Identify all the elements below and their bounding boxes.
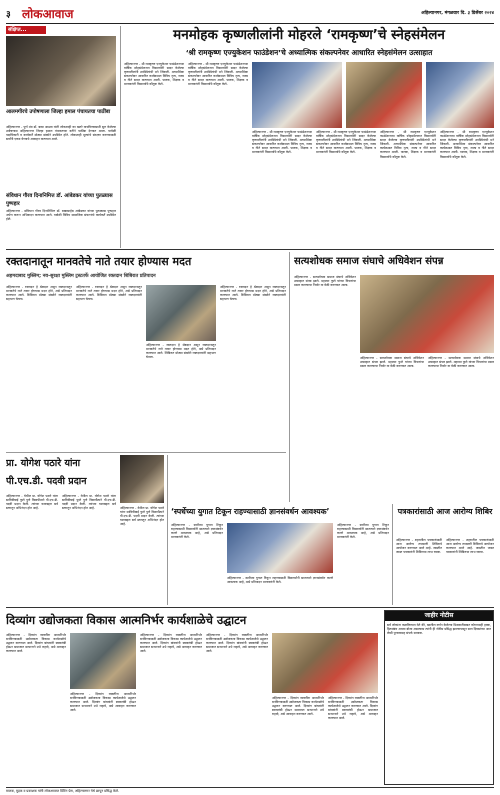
masthead — [6, 4, 494, 24]
brief2-title: संविधान गौरव दिनानिमित्त डॉ. आंबेडकर यांच्या पुतळ्यास पुष्पहार — [6, 193, 113, 207]
brief-photo — [6, 36, 116, 106]
story7-photo-2 — [272, 633, 378, 693]
story6-body-col2: अहिल्यानगर - शहरातील पत्रकारांसाठी आज आरोग्य तपासणी शिबिराचे आयोजन करण्यात आले आहे. जास्तीत जास्त पत्रकारांनी शिबिराचा लाभ घ्यावा. — [446, 538, 494, 555]
story2-body-col2: अहिल्यानगर - रक्तदान हे श्रेष्ठदान असून रक्तदानातून मानवतेचे नाते तयार होण्यास मदत होते, असे प्रतिपादन करण्यात आले. शिबिरात मोठ्या संख्येने रक्तदात्यांनी सहभाग घेतला. — [76, 285, 142, 302]
page-number: ३ — [6, 10, 11, 20]
story2-body-col4: अहिल्यानगर - रक्तदान हे श्रेष्ठदान असून रक्तदानातून मानवतेचे नाते तयार होण्यास मदत होते, असे प्रतिपादन करण्यात आले. शिबिरात मोठ्या संख्येने रक्तदात्यांनी सहभाग घेतला. — [220, 285, 286, 302]
story5-headline: ‘स्पर्धेच्या युगात टिकून राहण्यासाठी ज्ञानसंवर्धन आवश्यक’ — [171, 507, 330, 516]
story7-headline: दिव्यांग उद्योजकता विकास आत्मनिर्भर कार्यशाळेचे उद्घाटन — [6, 613, 247, 627]
story7-body-col3: अहिल्यानगर - दिव्यांग व्यक्तींना आत्मनिर्भर बनविण्यासाठी उद्योजकता विकास कार्यशाळेचे उद्घाटन करण्यात आले. दिव्यांग बांधवांनी स्वावलंबी होऊन समाजात सन्मानाने उभे राहावे, असे आवाहन करण्यात आले. — [140, 633, 202, 654]
lead-photo-2 — [346, 62, 422, 128]
notice-header: जाहीर नोटीस — [385, 611, 493, 621]
story4-body-col2: अहिल्यानगर - येथील प्रा. योगेश पठारे यांना सावित्रीबाई फुले पुणे विद्यापीठाने पी.एच.डी. पदवी प्रदान केली. त्यांच्या यशाबद्दल सर्व स्तरातून अभिनंदन होत आहे. — [62, 494, 116, 511]
edition-line: अहिल्यानगर, मंगळवार दि. ३ डिसेंबर २०२४ — [421, 11, 494, 16]
story2-headline: रक्तदानातून मानवतेचे नाते तयार होण्यास मदत — [6, 255, 192, 268]
story7-body-col1: अहिल्यानगर - दिव्यांग व्यक्तींना आत्मनिर्भर बनविण्यासाठी उद्योजकता विकास कार्यशाळेचे उद्घाटन करण्यात आले. दिव्यांग बांधवांनी स्वावलंबी होऊन समाजात सन्मानाने उभे राहावे, असे आवाहन करण्यात आले. — [6, 633, 66, 654]
lead-body-col1: अहिल्यानगर - श्री रामकृष्ण एज्युकेशन फाउंडेशनच्या वार्षिक स्नेहसंमेलनात विद्यार्थ्यांनी सादर केलेल्या कृष्णलीलांनी उपस्थितांची मने जिंकली. अध्यात्मिक संकल्पनेवर आधारित कार्यक्रमात विविध नृत्य, नाट्य व गीते सादर करण्यात आली. पालक, शिक्षक व मान्यवरांनी विद्यार्थ्यांचे कौतुक केले. — [124, 62, 184, 87]
lead-body-col5: अहिल्यानगर - श्री रामकृष्ण एज्युकेशन फाउंडेशनच्या वार्षिक स्नेहसंमेलनात विद्यार्थ्यांनी सादर केलेल्या कृष्णलीलांनी उपस्थितांची मने जिंकली. अध्यात्मिक संकल्पनेवर आधारित कार्यक्रमात विविध नृत्य, नाट्य व गीते सादर करण्यात आली. पालक, शिक्षक व मान्यवरांनी विद्यार्थ्यांचे कौतुक केले. — [380, 130, 436, 159]
story4-headline: प्रा. योगेश पठारे यांना पी.एच.डी. पदवी प्रदान — [6, 458, 87, 487]
story5-photo — [227, 523, 333, 573]
story2-body-col3: अहिल्यानगर - रक्तदान हे श्रेष्ठदान असून रक्तदानातून मानवतेचे नाते तयार होण्यास मदत होते, असे प्रतिपादन करण्यात आले. शिबिरात मोठ्या संख्येने रक्तदात्यांनी सहभाग घेतला. — [146, 343, 216, 360]
notice-body: सर्व लोकांना कळविण्यात येते की, खालील वर्णन केलेल्या मिळकतीबाबत कोणाचाही हक्क, हितसंबंध अथवा बोजा असल्यास त्यांनी ही नोटीस प्रसिद्ध झाल्यापासून सात दिवसांच्या आत लेखी पुराव्यासह संपर्क साधावा. — [387, 623, 491, 636]
lead-photo-1 — [252, 62, 342, 128]
story3-body-col2: अहिल्यानगर - सत्यशोधक समाज संघाचे अधिवेशन उत्साहात संपन्न झाले. महात्मा फुले यांच्या विचारांचा प्रसार करण्याचा निर्धार या वेळी करण्यात आला. — [360, 356, 424, 369]
footer: मालक, मुद्रक व प्रकाशक यांनी लोकआवाज प्रिंटिंग प्रेस, अहिल्यानगर येथे छापून प्रसिद्ध केले. — [6, 787, 494, 794]
lead-body-col3: अहिल्यानगर - श्री रामकृष्ण एज्युकेशन फाउंडेशनच्या वार्षिक स्नेहसंमेलनात विद्यार्थ्यांनी सादर केलेल्या कृष्णलीलांनी उपस्थितांची मने जिंकली. अध्यात्मिक संकल्पनेवर आधारित कार्यक्रमात विविध नृत्य, नाट्य व गीते सादर करण्यात आली. पालक, शिक्षक व मान्यवरांनी विद्यार्थ्यांचे कौतुक केले. — [252, 130, 312, 155]
story7-photo-1 — [70, 633, 136, 689]
story2-photo — [146, 285, 216, 341]
masthead-logo: लोकआवाज — [22, 7, 74, 21]
story2-body-col1: अहिल्यानगर - रक्तदान हे श्रेष्ठदान असून रक्तदानातून मानवतेचे नाते तयार होण्यास मदत होते, असे प्रतिपादन करण्यात आले. शिबिरात मोठ्या संख्येने रक्तदात्यांनी सहभाग घेतला. — [6, 285, 72, 302]
story4-body-col1: अहिल्यानगर - येथील प्रा. योगेश पठारे यांना सावित्रीबाई फुले पुणे विद्यापीठाने पी.एच.डी. पदवी प्रदान केली. त्यांच्या यशाबद्दल सर्व स्तरातून अभिनंदन होत आहे. — [6, 494, 58, 511]
notice-box — [384, 610, 494, 785]
brief-label: संक्षिप्त... — [6, 26, 46, 34]
lead-body-col2: अहिल्यानगर - श्री रामकृष्ण एज्युकेशन फाउंडेशनच्या वार्षिक स्नेहसंमेलनात विद्यार्थ्यांनी सादर केलेल्या कृष्णलीलांनी उपस्थितांची मने जिंकली. अध्यात्मिक संकल्पनेवर आधारित कार्यक्रमात विविध नृत्य, नाट्य व गीते सादर करण्यात आली. पालक, शिक्षक व मान्यवरांनी विद्यार्थ्यांचे कौतुक केले. — [188, 62, 248, 87]
story7-body-col6: अहिल्यानगर - दिव्यांग व्यक्तींना आत्मनिर्भर बनविण्यासाठी उद्योजकता विकास कार्यशाळेचे उद्घाटन करण्यात आले. दिव्यांग बांधवांनी स्वावलंबी होऊन समाजात सन्मानाने उभे राहावे, असे आवाहन करण्यात आले. — [328, 696, 378, 721]
brief2-body: अहिल्यानगर - संविधान गौरव दिनानिमित्त डॉ. बाबासाहेब आंबेडकर यांच्या पुतळ्यास पुष्पहार अर्पण करून अभिवादन करण्यात आले. यावेळी विविध सामाजिक संघटनांचे कार्यकर्ते उपस्थित होते. — [6, 209, 116, 222]
lead-body-col6: अहिल्यानगर - श्री रामकृष्ण एज्युकेशन फाउंडेशनच्या वार्षिक स्नेहसंमेलनात विद्यार्थ्यांनी सादर केलेल्या कृष्णलीलांनी उपस्थितांची मने जिंकली. अध्यात्मिक संकल्पनेवर आधारित कार्यक्रमात विविध नृत्य, नाट्य व गीते सादर करण्यात आली. पालक, शिक्षक व मान्यवरांनी विद्यार्थ्यांचे कौतुक केले. — [440, 130, 494, 159]
brief1-title: आलमगीरचे उपोषणाला जिल्हा हमाल पंचायतचा पाठींबा — [6, 109, 111, 115]
story4-photo — [120, 455, 164, 503]
story3-headline: सत्यशोधक समाज संघाचे अधिवेशन संपन्न — [294, 256, 444, 267]
story6-headline: पत्रकारांसाठी आज आरोग्य शिबिर — [397, 507, 493, 516]
story3-body-col1: अहिल्यानगर - सत्यशोधक समाज संघाचे अधिवेशन उत्साहात संपन्न झाले. महात्मा फुले यांच्या विचारांचा प्रसार करण्याचा निर्धार या वेळी करण्यात आला. — [294, 275, 356, 288]
story3-photo — [360, 275, 494, 353]
story3-body-col3: अहिल्यानगर - सत्यशोधक समाज संघाचे अधिवेशन उत्साहात संपन्न झाले. महात्मा फुले यांच्या विचारांचा प्रसार करण्याचा निर्धार या वेळी करण्यात आला. — [428, 356, 494, 369]
lead-deck: ‘श्री रामकृष्ण एज्युकेशन फाउंडेशन’चे अध्यात्मिक संकल्पनेवर आधारित स्नेहसंमेलन उत्साहात — [185, 48, 433, 57]
story5-body-col3: अहिल्यानगर - स्पर्धेच्या युगात टिकून राहण्यासाठी विद्यार्थ्यांनी सातत्याने ज्ञानसंवर्धन करणे आवश्यक आहे, असे प्रतिपादन मान्यवरांनी केले. — [337, 523, 389, 540]
lead-body-col4: अहिल्यानगर - श्री रामकृष्ण एज्युकेशन फाउंडेशनच्या वार्षिक स्नेहसंमेलनात विद्यार्थ्यांनी सादर केलेल्या कृष्णलीलांनी उपस्थितांची मने जिंकली. अध्यात्मिक संकल्पनेवर आधारित कार्यक्रमात विविध नृत्य, नाट्य व गीते सादर करण्यात आली. पालक, शिक्षक व मान्यवरांनी विद्यार्थ्यांचे कौतुक केले. — [316, 130, 376, 155]
story4-body-col3: अहिल्यानगर - येथील प्रा. योगेश पठारे यांना सावित्रीबाई फुले पुणे विद्यापीठाने पी.एच.डी. पदवी प्रदान केली. त्यांच्या यशाबद्दल सर्व स्तरातून अभिनंदन होत आहे. — [120, 506, 164, 527]
story7-body-col4: अहिल्यानगर - दिव्यांग व्यक्तींना आत्मनिर्भर बनविण्यासाठी उद्योजकता विकास कार्यशाळेचे उद्घाटन करण्यात आले. दिव्यांग बांधवांनी स्वावलंबी होऊन समाजात सन्मानाने उभे राहावे, असे आवाहन करण्यात आले. — [206, 633, 268, 654]
story7-body-col5: अहिल्यानगर - दिव्यांग व्यक्तींना आत्मनिर्भर बनविण्यासाठी उद्योजकता विकास कार्यशाळेचे उद्घाटन करण्यात आले. दिव्यांग बांधवांनी स्वावलंबी होऊन समाजात सन्मानाने उभे राहावे, असे आवाहन करण्यात आले. — [272, 696, 324, 717]
lead-photo-3 — [426, 62, 494, 128]
lead-headline: मनमोहक कृष्णलीलांनी मोहरले ‘रामकृष्ण’चे स्नेहसंमेलन — [173, 27, 445, 43]
story7-body-col2: अहिल्यानगर - दिव्यांग व्यक्तींना आत्मनिर्भर बनविण्यासाठी उद्योजकता विकास कार्यशाळेचे उद्घाटन करण्यात आले. दिव्यांग बांधवांनी स्वावलंबी होऊन समाजात सन्मानाने उभे राहावे, असे आवाहन करण्यात आले. — [70, 692, 136, 713]
story5-body-col1: अहिल्यानगर - स्पर्धेच्या युगात टिकून राहण्यासाठी विद्यार्थ्यांनी सातत्याने ज्ञानसंवर्धन करणे आवश्यक आहे, असे प्रतिपादन मान्यवरांनी केले. — [171, 523, 223, 540]
story2-sub: अहमदाबाद मुस्लिम; नव-सुरक्षा मुस्लिम ट्रस्टतर्फे आयोजित रक्तदान शिबिरात प्रतिपादन — [6, 274, 156, 279]
story5-body-col2: अहिल्यानगर - स्पर्धेच्या युगात टिकून राहण्यासाठी विद्यार्थ्यांनी सातत्याने ज्ञानसंवर्धन करणे आवश्यक आहे, असे प्रतिपादन मान्यवरांनी केले. — [227, 576, 333, 585]
brief1-body: अहिल्यानगर - पूर्ण मंत्र डॉ. बाबा आढाव यांनी लोकशाही का खतरे वाचविण्यासाठी सुरु केलेल्या उपोषणास अहिल्यानगर जिल्हा हमाल पंचायतच्या वतीने पाठींबा देण्यात आला. यावेळी पदाधिकारी व कार्यकर्ते मोठ्या संख्येने उपस्थित होते. लोकशाही मूल्यांचे संरक्षण करण्यासाठी सर्वांनी एकत्र येण्याचे आवाहन करण्यात आले. — [6, 125, 116, 142]
story6-body-col1: अहिल्यानगर - शहरातील पत्रकारांसाठी आज आरोग्य तपासणी शिबिराचे आयोजन करण्यात आले आहे. जास्तीत जास्त पत्रकारांनी शिबिराचा लाभ घ्यावा. — [396, 538, 442, 555]
